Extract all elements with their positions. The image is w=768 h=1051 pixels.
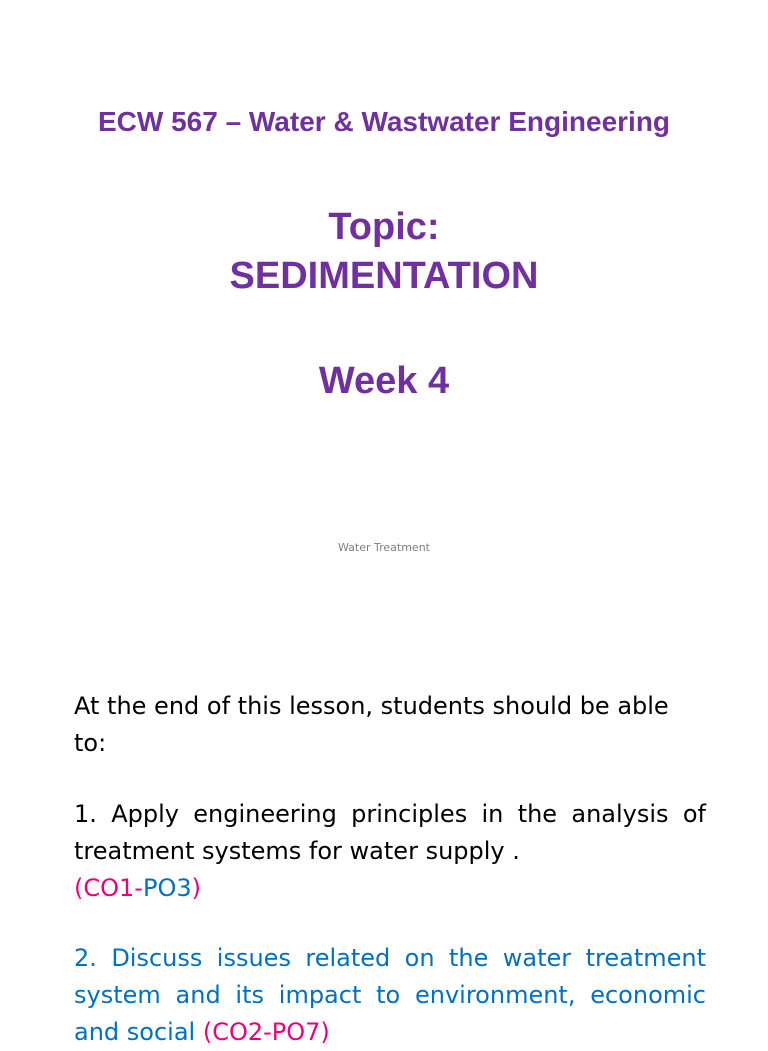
objectives-intro: At the end of this lesson, students should be able to: [74, 692, 669, 757]
objective-1 [74, 796, 706, 907]
objective-1-po-code: PO3 [142, 874, 192, 902]
objective-1-co-code: CO1 [83, 874, 135, 902]
topic-label: Topic: [328, 206, 440, 248]
objective-1-paren-open: ( [74, 874, 84, 902]
course-title: ECW 567 – Water & Wastwater Engineering [97, 106, 671, 137]
objective-2-code: (CO2-PO7) [202, 1018, 330, 1046]
objective-2 [74, 940, 706, 1051]
slide-footer: Water Treatment [338, 541, 430, 554]
topic-name: SEDIMENTATION [229, 255, 539, 297]
objective-1-text: 1. Apply engineering principles in the analysis of treatment systems for water supply . [74, 800, 706, 865]
objective-1-dash: - [134, 874, 143, 902]
objective-1-paren-close: ) [191, 874, 201, 902]
week-label: Week 4 [318, 360, 450, 402]
objective-2-text: 2. Discuss issues related on the water treatment system and its impact to environment, economic and social [74, 944, 706, 1046]
